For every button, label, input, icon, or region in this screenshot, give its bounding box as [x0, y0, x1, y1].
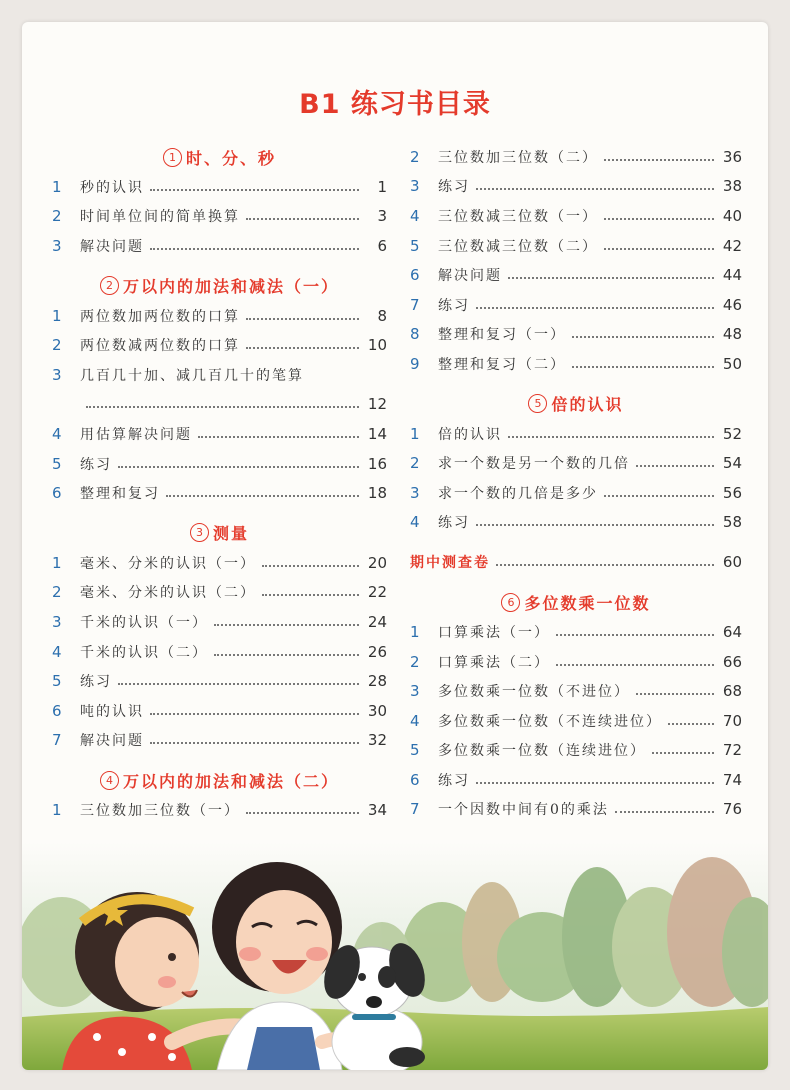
- entry-number: 6: [52, 701, 62, 720]
- entry-number: 2: [410, 454, 420, 473]
- entry-title: 练习: [438, 515, 470, 532]
- entry-number: 2: [410, 652, 420, 671]
- section-heading: [52, 765, 387, 795]
- section-title: 万以内的加法和减法（一）: [122, 277, 339, 297]
- page-number: 66: [722, 652, 742, 671]
- section-number-badge: 6: [501, 593, 520, 612]
- entry-title: 千米的认识（一）: [80, 614, 208, 631]
- toc-entry[interactable]: [52, 607, 387, 637]
- toc-right-column: [410, 142, 742, 824]
- page-number: 38: [722, 177, 742, 196]
- entry-title: 一个因数中间有0的乘法: [438, 802, 609, 819]
- toc-entry[interactable]: [410, 508, 742, 538]
- entry-title: 时间单位间的简单换算: [80, 209, 240, 226]
- page-number: 42: [722, 236, 742, 255]
- entry-number: 4: [410, 711, 420, 730]
- entry-title: 练习: [80, 674, 112, 691]
- page-number: 14: [367, 424, 387, 443]
- dot-leader: [118, 683, 359, 685]
- page-number: 8: [377, 306, 387, 325]
- entry-title: 整理和复习（二）: [438, 356, 566, 373]
- entry-number: 5: [52, 454, 62, 473]
- dot-leader: [556, 664, 714, 666]
- dot-leader: [604, 159, 714, 161]
- toc-entry[interactable]: [410, 795, 742, 825]
- entry-number: 6: [410, 266, 420, 285]
- entry-number: 9: [410, 354, 420, 373]
- page-number: 24: [367, 612, 387, 631]
- entry-title: 三位数加三位数（一）: [80, 802, 240, 819]
- entry-title: 三位数减三位数（二）: [438, 238, 598, 255]
- toc-entry[interactable]: [410, 676, 742, 706]
- toc-entry[interactable]: [410, 765, 742, 795]
- page-number: 18: [367, 484, 387, 503]
- dot-leader: [668, 723, 714, 725]
- toc-entry[interactable]: [410, 617, 742, 647]
- page-number: 64: [722, 622, 742, 641]
- page-number: 48: [722, 325, 742, 344]
- page-number: 44: [722, 266, 742, 285]
- toc-entry[interactable]: [52, 478, 387, 508]
- entry-number: 4: [52, 642, 62, 661]
- toc-entry[interactable]: [410, 231, 742, 261]
- dot-leader: [476, 782, 714, 784]
- section-number-badge: 4: [100, 771, 119, 790]
- page-number: 76: [722, 800, 742, 819]
- dot-leader: [476, 307, 714, 309]
- dot-leader: [496, 564, 714, 566]
- dot-leader: [636, 465, 714, 467]
- page-number: 22: [367, 583, 387, 602]
- entry-title: 练习: [438, 772, 470, 789]
- page-number: 16: [367, 454, 387, 473]
- dot-leader: [118, 466, 359, 468]
- page-title: B1 练习书目录: [299, 89, 491, 120]
- entry-title: 两位数加两位数的口算: [80, 308, 240, 325]
- dot-leader: [508, 436, 714, 438]
- toc-entry[interactable]: [52, 666, 387, 696]
- section-title: 万以内的加法和减法（二）: [122, 771, 339, 791]
- toc-entry[interactable]: [410, 290, 742, 320]
- page-number: 58: [722, 513, 742, 532]
- page-number: 32: [367, 731, 387, 750]
- entry-number: 2: [52, 207, 62, 226]
- entry-number: 3: [410, 483, 420, 502]
- entry-number: 3: [410, 177, 420, 196]
- page-number: 46: [722, 295, 742, 314]
- entry-title: 练习: [438, 297, 470, 314]
- dot-leader: [476, 188, 714, 190]
- page-number: 50: [722, 354, 742, 373]
- entry-number: 6: [52, 484, 62, 503]
- entry-number: 2: [52, 583, 62, 602]
- toc-entry[interactable]: [52, 172, 387, 202]
- dot-leader: [556, 634, 714, 636]
- entry-title: 整理和复习（一）: [438, 327, 566, 344]
- dot-leader: [198, 436, 359, 438]
- page-number: 34: [367, 800, 387, 819]
- entry-title: 解决问题: [80, 733, 144, 750]
- dot-leader: [86, 406, 359, 408]
- dot-leader: [262, 565, 359, 567]
- section-number-badge: 1: [163, 148, 182, 167]
- toc-entry[interactable]: [52, 548, 387, 578]
- dot-leader: [166, 495, 359, 497]
- dot-leader: [508, 277, 714, 279]
- toc-page: [22, 22, 768, 1070]
- dot-leader: [214, 654, 359, 656]
- toc-entry[interactable]: [410, 448, 742, 478]
- entry-title: 多位数乘一位数（不连续进位）: [438, 713, 662, 730]
- section-title: 测量: [212, 524, 249, 544]
- page-number: 1: [377, 177, 387, 196]
- entry-number: 5: [410, 741, 420, 760]
- entry-title: 口算乘法（二）: [438, 654, 550, 671]
- dot-leader: [572, 366, 714, 368]
- page-number: 54: [722, 454, 742, 473]
- dot-leader: [615, 811, 714, 813]
- section-heading: [52, 142, 387, 172]
- toc-entry[interactable]: [410, 260, 742, 290]
- page-number: 3: [377, 207, 387, 226]
- children-with-dog-illustration-icon: [22, 842, 768, 1070]
- entry-number: 1: [410, 622, 420, 641]
- entry-number: 7: [52, 731, 62, 750]
- entry-number: 3: [410, 682, 420, 701]
- section-heading: [410, 389, 742, 419]
- page-number: 28: [367, 672, 387, 691]
- page-number: 60: [722, 553, 742, 572]
- toc-entry-exam[interactable]: [410, 547, 742, 577]
- dot-leader: [150, 713, 359, 715]
- toc-entry[interactable]: [410, 647, 742, 677]
- entry-title: 几百几十加、减几百几十的笔算: [80, 367, 304, 384]
- toc-entry[interactable]: [52, 419, 387, 449]
- entry-number: 2: [52, 336, 62, 355]
- entry-number: 1: [52, 553, 62, 572]
- section-title: 倍的认识: [551, 395, 624, 415]
- page-number: 30: [367, 701, 387, 720]
- entry-number: 3: [52, 612, 62, 631]
- dot-leader: [604, 495, 714, 497]
- entry-number: 7: [410, 295, 420, 314]
- entry-title: 多位数乘一位数（不进位）: [438, 684, 630, 701]
- entry-title: 千米的认识（二）: [80, 644, 208, 661]
- entry-title: 口算乘法（一）: [438, 624, 550, 641]
- entry-number: 4: [52, 424, 62, 443]
- entry-title: 毫米、分米的认识（二）: [80, 585, 256, 602]
- section-heading: [52, 518, 387, 548]
- entry-title: 三位数加三位数（二）: [438, 149, 598, 166]
- entry-title: 倍的认识: [438, 426, 502, 443]
- toc-entry[interactable]: [410, 201, 742, 231]
- section-title: 时、分、秒: [185, 148, 276, 168]
- toc-entry-continuation[interactable]: [52, 390, 387, 420]
- toc-entry[interactable]: [410, 172, 742, 202]
- dot-leader: [476, 524, 714, 526]
- page-number: 68: [722, 682, 742, 701]
- entry-number: 8: [410, 325, 420, 344]
- entry-number: 7: [410, 800, 420, 819]
- toc-entry[interactable]: [52, 360, 387, 390]
- entry-title: 整理和复习: [80, 486, 160, 503]
- toc-entry[interactable]: [410, 706, 742, 736]
- toc-entry[interactable]: [52, 330, 387, 360]
- entry-number: 4: [410, 206, 420, 225]
- entry-title: 期中测查卷: [410, 555, 490, 572]
- toc-entry[interactable]: [52, 726, 387, 756]
- toc-entry[interactable]: [410, 142, 742, 172]
- page-number: 26: [367, 642, 387, 661]
- page-number: 10: [367, 336, 387, 355]
- page-number: 52: [722, 424, 742, 443]
- page-number: 72: [722, 741, 742, 760]
- toc-left-column: [52, 142, 387, 825]
- page-number: 36: [722, 147, 742, 166]
- entry-title: 两位数减两位数的口算: [80, 338, 240, 355]
- entry-number: 1: [52, 306, 62, 325]
- entry-title: 毫米、分米的认识（一）: [80, 555, 256, 572]
- dot-leader: [604, 248, 714, 250]
- page-number: 40: [722, 206, 742, 225]
- section-title: 多位数乘一位数: [524, 593, 651, 613]
- entry-number: 4: [410, 513, 420, 532]
- dot-leader: [150, 189, 359, 191]
- entry-title: 吨的认识: [80, 703, 144, 720]
- entry-title: 练习: [80, 456, 112, 473]
- section-number-badge: 5: [528, 394, 547, 413]
- dot-leader: [150, 742, 359, 744]
- toc-entry[interactable]: [410, 349, 742, 379]
- entry-title: 练习: [438, 179, 470, 196]
- page-number: 12: [367, 395, 387, 414]
- entry-title: 解决问题: [80, 238, 144, 255]
- page-number: 20: [367, 553, 387, 572]
- section-number-badge: 2: [100, 276, 119, 295]
- dot-leader: [246, 318, 359, 320]
- section-heading: [52, 271, 387, 301]
- entry-title: 秒的认识: [80, 179, 144, 196]
- entry-number: 3: [52, 365, 62, 384]
- page-number: 74: [722, 770, 742, 789]
- entry-title: 解决问题: [438, 268, 502, 285]
- entry-title: 用估算解决问题: [80, 426, 192, 443]
- dot-leader: [150, 248, 359, 250]
- entry-number: 1: [410, 424, 420, 443]
- entry-number: 2: [410, 147, 420, 166]
- entry-title: 多位数乘一位数（连续进位）: [438, 743, 646, 760]
- entry-title: 三位数减三位数（一）: [438, 208, 598, 225]
- toc-entry[interactable]: [410, 419, 742, 449]
- dot-leader: [652, 752, 714, 754]
- section-heading: [410, 587, 742, 617]
- entry-title: 求一个数是另一个数的几倍: [438, 456, 630, 473]
- toc-entry[interactable]: [52, 578, 387, 608]
- entry-number: 5: [52, 672, 62, 691]
- toc-entry[interactable]: [410, 478, 742, 508]
- dot-leader: [246, 218, 359, 220]
- entry-number: 6: [410, 770, 420, 789]
- toc-entry[interactable]: [410, 320, 742, 350]
- entry-number: 3: [52, 236, 62, 255]
- toc-entry[interactable]: [52, 202, 387, 232]
- page-number: 70: [722, 711, 742, 730]
- dot-leader: [604, 218, 714, 220]
- toc-entry[interactable]: [52, 696, 387, 726]
- page-number: 6: [377, 236, 387, 255]
- toc-entry[interactable]: [410, 736, 742, 766]
- toc-entry[interactable]: [52, 231, 387, 261]
- section-number-badge: 3: [190, 523, 209, 542]
- entry-number: 1: [52, 177, 62, 196]
- toc-entry[interactable]: [52, 301, 387, 331]
- dot-leader: [246, 347, 359, 349]
- entry-title: 求一个数的几倍是多少: [438, 485, 598, 502]
- entry-number: 1: [52, 800, 62, 819]
- dot-leader: [262, 594, 359, 596]
- dot-leader: [636, 693, 714, 695]
- toc-entry[interactable]: [52, 449, 387, 479]
- toc-entry[interactable]: [52, 795, 387, 825]
- page-number: 56: [722, 483, 742, 502]
- entry-number: 5: [410, 236, 420, 255]
- dot-leader: [214, 624, 359, 626]
- dot-leader: [246, 812, 359, 814]
- toc-entry[interactable]: [52, 637, 387, 667]
- dot-leader: [572, 336, 714, 338]
